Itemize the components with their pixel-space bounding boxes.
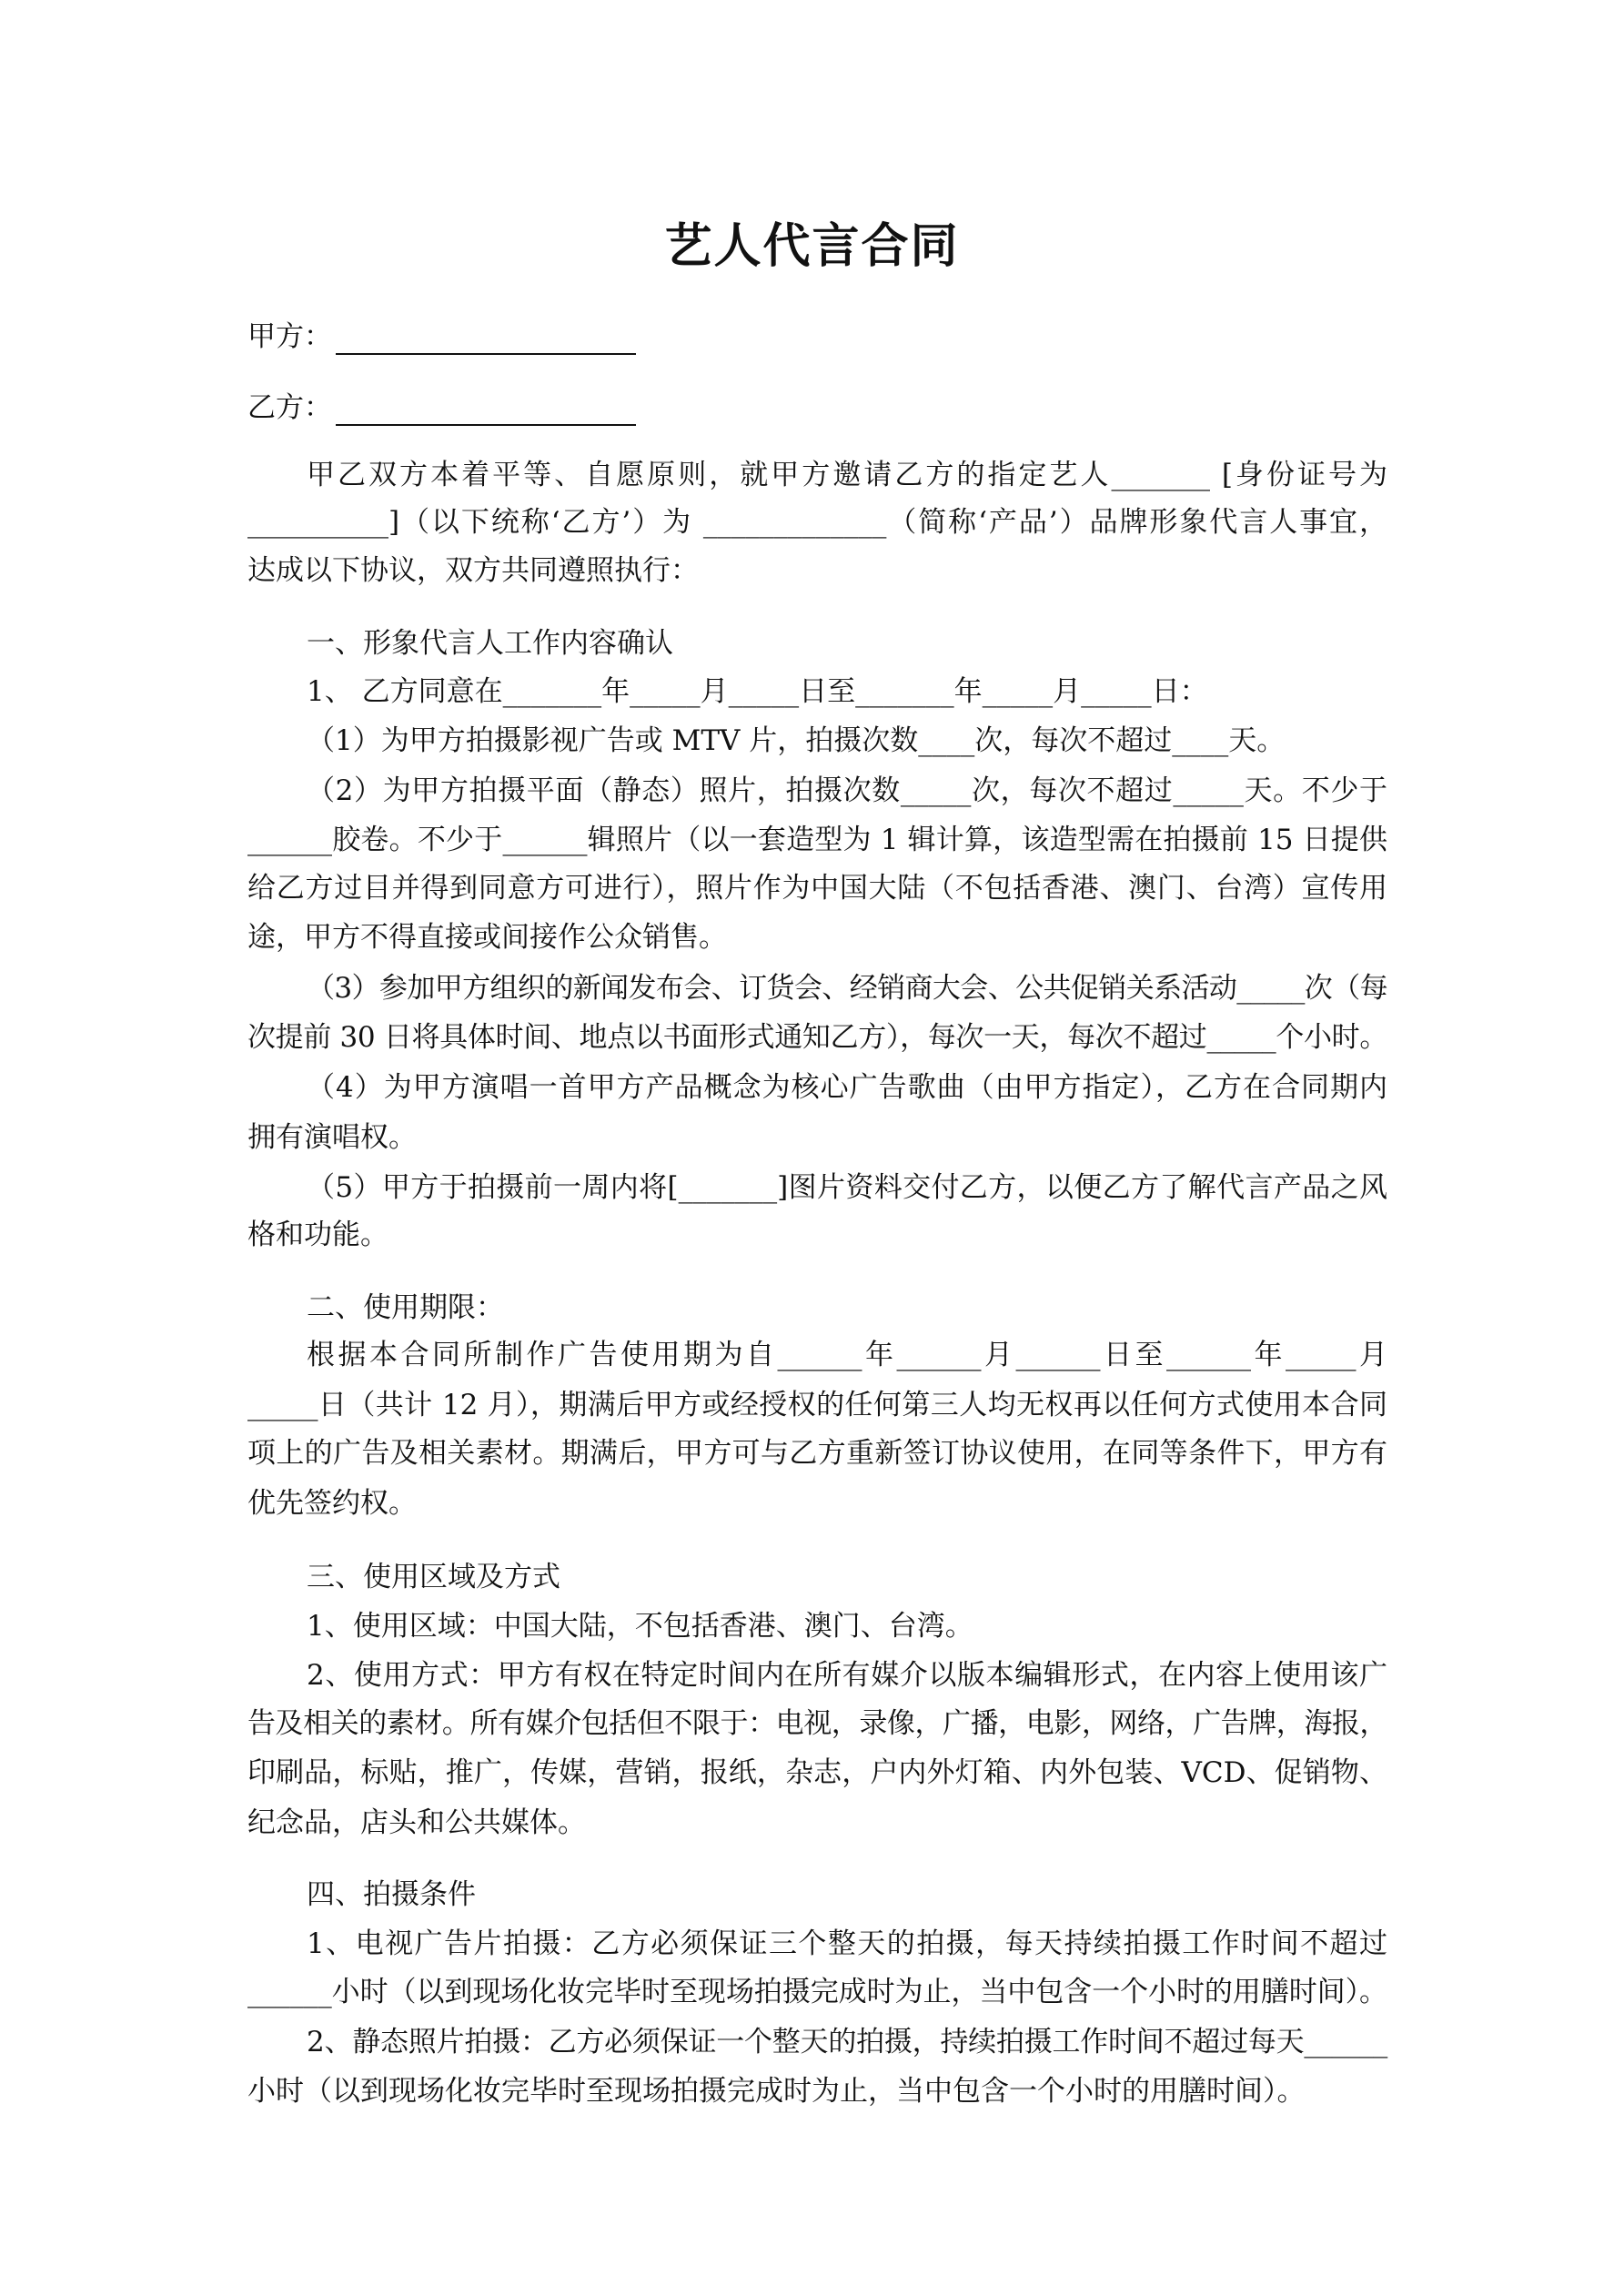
section-heading: 三、使用区域及方式	[307, 1561, 560, 1593]
paragraph-line: 格和功能。	[247, 1219, 388, 1251]
section-heading: 四、拍摄条件	[307, 1878, 476, 1911]
party-a-row	[247, 319, 636, 355]
section-heading: 一、形象代言人工作内容确认	[307, 627, 673, 660]
paragraph-line: 告及相关的素材。所有媒介包括但不限于：电视，录像，广播，电影，网络，广告牌，海报，	[247, 1707, 1387, 1740]
paragraph-line: _____日（共计 12 月），期满后甲方或经授权的任何第三人均无权再以任何方式使用本合同	[247, 1389, 1387, 1421]
paragraph-line: 1、使用区域：中国大陆，不包括香港、澳门、台湾。	[307, 1610, 973, 1643]
document-title: 艺人代言合同	[664, 218, 960, 274]
paragraph-line: 途，甲方不得直接或间接作公众销售。	[247, 921, 727, 954]
paragraph-line: 1、电视广告片拍摄：乙方必须保证三个整天的拍摄，每天持续拍摄工作时间不超过	[307, 1927, 1387, 1960]
paragraph-line: 2、静态照片拍摄：乙方必须保证一个整天的拍摄，持续拍摄工作时间不超过每天______	[307, 2026, 1387, 2058]
paragraph-line: 项上的广告及相关素材。期满后，甲方可与乙方重新签订协议使用，在同等条件下，甲方有	[247, 1437, 1387, 1470]
party-a-label: 甲方：	[247, 320, 332, 353]
paragraph-line: 印刷品，标贴，推广，传媒，营销，报纸，杂志，户内外灯箱、内外包装、VCD、促销物、	[247, 1756, 1387, 1789]
party-b-blank	[336, 397, 636, 426]
paragraph-line: 给乙方过目并得到同意方可进行），照片作为中国大陆（不包括香港、澳门、台湾）宣传用	[247, 872, 1387, 905]
paragraph-line: （5）甲方于拍摄前一周内将[_______]图片资料交付乙方，以便乙方了解代言产品之风	[307, 1171, 1387, 1204]
paragraph-line: 优先签约权。	[247, 1487, 417, 1520]
paragraph-line: （4）为甲方演唱一首甲方产品概念为核心广告歌曲（由甲方指定），乙方在合同期内	[307, 1071, 1387, 1104]
paragraph-line: （2）为甲方拍摄平面（静态）照片，拍摄次数_____次，每次不超过_____天。不少于	[307, 774, 1387, 807]
paragraph-line: 纪念品，店头和公共媒体。	[247, 1806, 586, 1839]
paragraph-line: 甲乙双方本着平等、自愿原则，就甲方邀请乙方的指定艺人_______ [身份证号为	[307, 459, 1387, 491]
paragraph-line: 小时（以到现场化妆完毕时至现场拍摄完成时为止，当中包含一个小时的用膳时间）。	[247, 2075, 1306, 2108]
party-a-blank	[336, 326, 636, 355]
paragraph-line: 次提前 30 日将具体时间、地点以书面形式通知乙方），每次一天，每次不超过_____个小时。	[247, 1021, 1387, 1054]
paragraph-line: 2、使用方式：甲方有权在特定时间内在所有媒介以版本编辑形式，在内容上使用该广	[307, 1659, 1387, 1692]
paragraph-line: ______小时（以到现场化妆完毕时至现场拍摄完成时为止，当中包含一个小时的用膳时间）。	[247, 1976, 1387, 2008]
party-b-label: 乙方：	[247, 391, 332, 424]
paragraph-line: __________]（以下统称‘乙方’）为 _____________（简称‘产品’）品牌形象代言人事宜，	[247, 506, 1387, 539]
paragraph-line: 1、 乙方同意在_______年_____月_____日至_______年_____月_____日：	[307, 675, 1208, 708]
paragraph-line: 根据本合同所制作广告使用期为自______年______月______日至______年_____月	[307, 1339, 1387, 1371]
paragraph-line: （1）为甲方拍摄影视广告或 MTV 片，拍摄次数____次，每次不超过____天。	[307, 724, 1286, 757]
section-heading: 二、使用期限：	[307, 1291, 504, 1324]
paragraph-line: 拥有演唱权。	[247, 1121, 417, 1154]
paragraph-line: （3）参加甲方组织的新闻发布会、订货会、经销商大会、公共促销关系活动_____次（每	[307, 972, 1387, 1005]
party-b-row	[247, 389, 636, 426]
paragraph-line: 达成以下协议，双方共同遵照执行：	[247, 554, 699, 587]
paragraph-line: ______胶卷。不少于______辑照片（以一套造型为 1 辑计算，该造型需在拍摄前 15 日提供	[247, 824, 1387, 856]
